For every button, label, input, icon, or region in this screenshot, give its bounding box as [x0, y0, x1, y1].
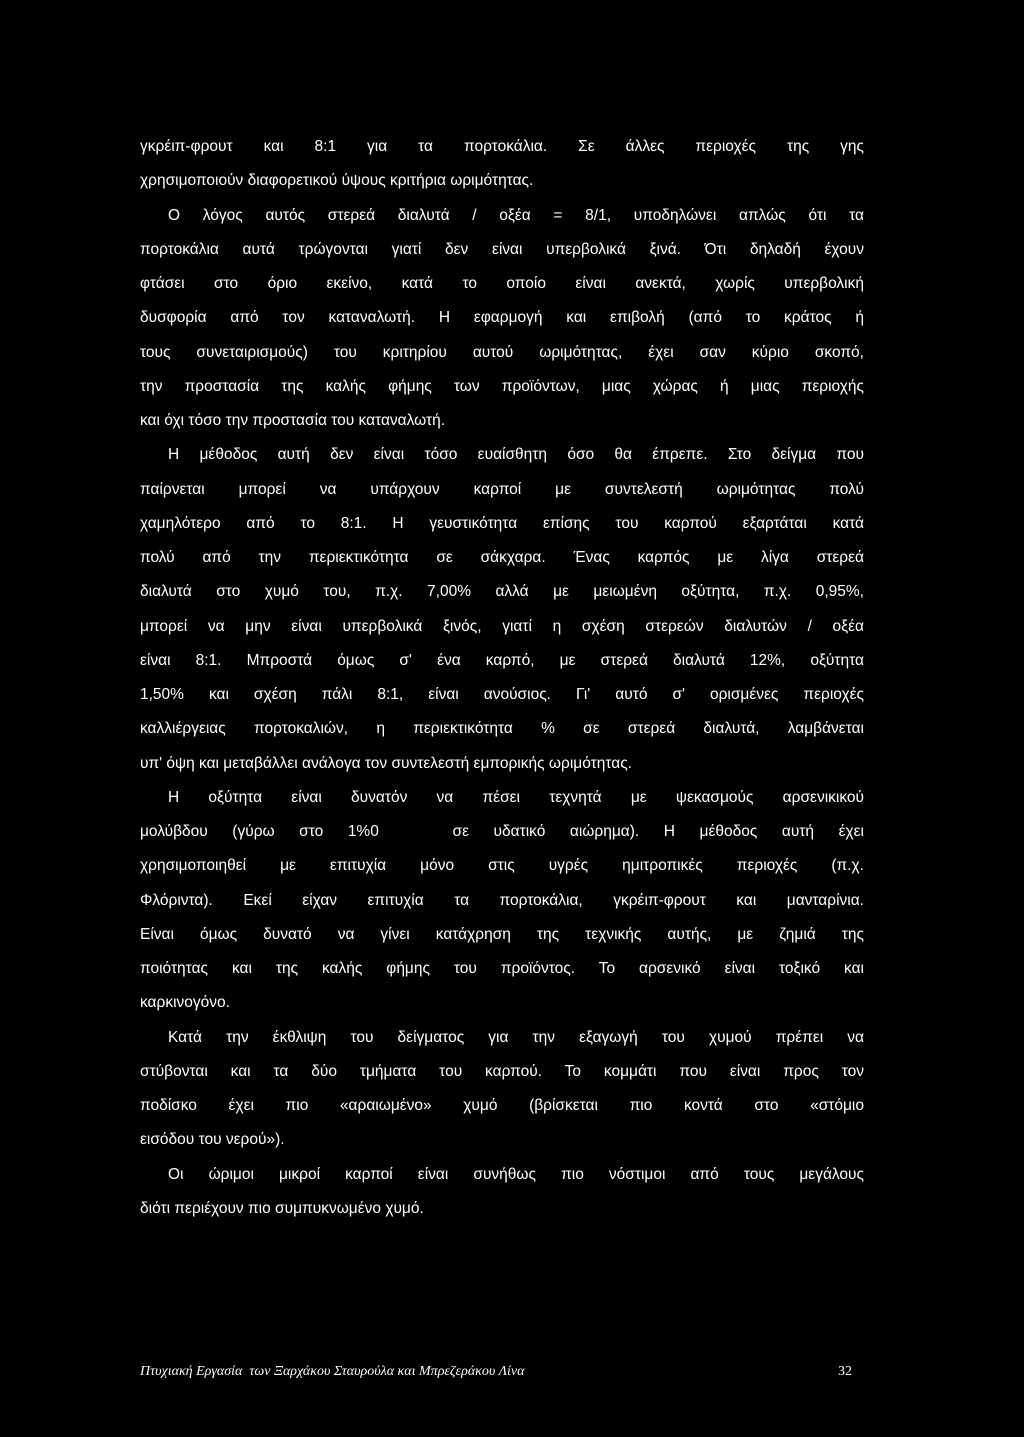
- text-line: στύβονται και τα δύο τμήματα του καρπού. Το κομμάτι που είναι προς τον: [140, 1062, 864, 1080]
- text-line: Η οξύτητα είναι δυνατόν να πέσει τεχνητά με ψεκασμούς αρσενικικού: [168, 788, 864, 806]
- page-footer: [140, 1364, 852, 1380]
- text-line: ποιότητας και της καλής φήμης του προϊόντος. Το αρσενικό είναι τοξικό και: [140, 960, 864, 977]
- text-line: Η μέθοδος αυτή δεν είναι τόσο ευαίσθητη όσο θα έπρεπε. Στο δείγμα που: [168, 446, 864, 464]
- text-line: καρκινογόνο.: [140, 994, 230, 1012]
- text-line: μολύβδου (γύρω στο 1%0 σε υδατικό αιώρημα). Η μέθοδος αυτή έχει: [140, 823, 864, 840]
- text-line: ποδίσκο έχει πιο «αραιωμένο» χυμό (βρίσκεται πιο κοντά στο «στόμιο: [140, 1097, 864, 1114]
- text-line: πορτοκάλια αυτά τρώγονται γιατί δεν είναι υπερβολικά ξινά. Ότι δηλαδή έχουν: [140, 240, 864, 258]
- body-text: [140, 130, 864, 1226]
- text-line: χρησιμοποιούν διαφορετικού ύψους κριτήρια ωριμότητας.: [140, 172, 534, 190]
- text-line: και όχι τόσο την προστασία του καταναλωτή.: [140, 412, 446, 429]
- text-line: παίρνεται μπορεί να υπάρχουν καρποί με συντελεστή ωριμότητας πολύ: [140, 480, 864, 498]
- footer-text: Πτυχιακή Εργασία των Ξαρχάκου Σταυρούλα και Μπρεζεράκου Λίνα: [140, 1364, 525, 1379]
- text-line: καλλιέργειας πορτοκαλιών, η περιεκτικότητα % σε στερεά διαλυτά, λαμβάνεται: [140, 720, 864, 738]
- text-line: Οι ώριμοι μικροί καρποί είναι συνήθως πιο νόστιμοι από τους μεγάλους: [168, 1165, 864, 1183]
- text-line: 1,50% και σχέση πάλι 8:1, είναι ανούσιος. Γι' αυτό σ' ορισμένες περιοχές: [140, 686, 864, 703]
- text-line: δυσφορία από τον καταναλωτή. Η εφαρμογή και επιβολή (από το κράτος ή: [140, 309, 864, 327]
- text-line: είναι 8:1. Μπροστά όμως σ' ένα καρπό, με στερεά διαλυτά 12%, οξύτητα: [140, 651, 864, 669]
- text-line: Ο λόγος αυτός στερεά διαλυτά / οξέα = 8/1, υποδηλώνει απλώς ότι τα: [168, 206, 864, 224]
- text-line: μπορεί να μην είναι υπερβολικά ξινός, γιατί η σχέση στερεών διαλυτών / οξέα: [140, 617, 864, 635]
- text-line: Φλόριντα). Εκεί είχαν επιτυχία τα πορτοκάλια, γκρέιπ-φρουτ και μανταρίνια.: [140, 891, 864, 909]
- text-line: υπ' όψη και μεταβάλλει ανάλογα τον συντελεστή εμπορικής ωριμότητας.: [140, 754, 632, 772]
- page-number: 32: [838, 1364, 852, 1379]
- text-line: φτάσει στο όριο εκείνο, κατά το οποίο είναι ανεκτά, χωρίς υπερβολική: [140, 275, 864, 292]
- text-line: την προστασία της καλής φήμης των προϊόντων, μιας χώρας ή μιας περιοχής: [140, 377, 864, 395]
- text-line: χαμηλότερο από το 8:1. Η γευστικότητα επίσης του καρπού εξαρτάται κατά: [140, 514, 864, 532]
- text-line: διαλυτά στο χυμό του, π.χ. 7,00% αλλά με μειωμένη οξύτητα, π.χ. 0,95%,: [140, 583, 864, 601]
- text-line: γκρέιπ-φρουτ και 8:1 για τα πορτοκάλια. Σε άλλες περιοχές της γης: [140, 138, 864, 155]
- text-line: διότι περιέχουν πιο συμπυκνωμένο χυμό.: [140, 1199, 424, 1217]
- text-line: Είναι όμως δυνατό να γίνει κατάχρηση της τεχνικής αυτής, με ζημιά της: [140, 925, 864, 943]
- text-line: εισόδου του νερού»).: [140, 1131, 285, 1149]
- text-line: χρησιμοποιηθεί με επιτυχία μόνο στις υγρές ημιτροπικές περιοχές (π.χ.: [140, 857, 864, 875]
- text-line: πολύ από την περιεκτικότητα σε σάκχαρα. Ένας καρπός με λίγα στερεά: [140, 549, 864, 566]
- text-line: τους συνεταιρισμούς) του κριτηρίου αυτού ωριμότητας, έχει σαν κύριο σκοπό,: [140, 343, 864, 361]
- text-line: Κατά την έκθλιψη του δείγματος για την εξαγωγή του χυμού πρέπει να: [168, 1028, 864, 1046]
